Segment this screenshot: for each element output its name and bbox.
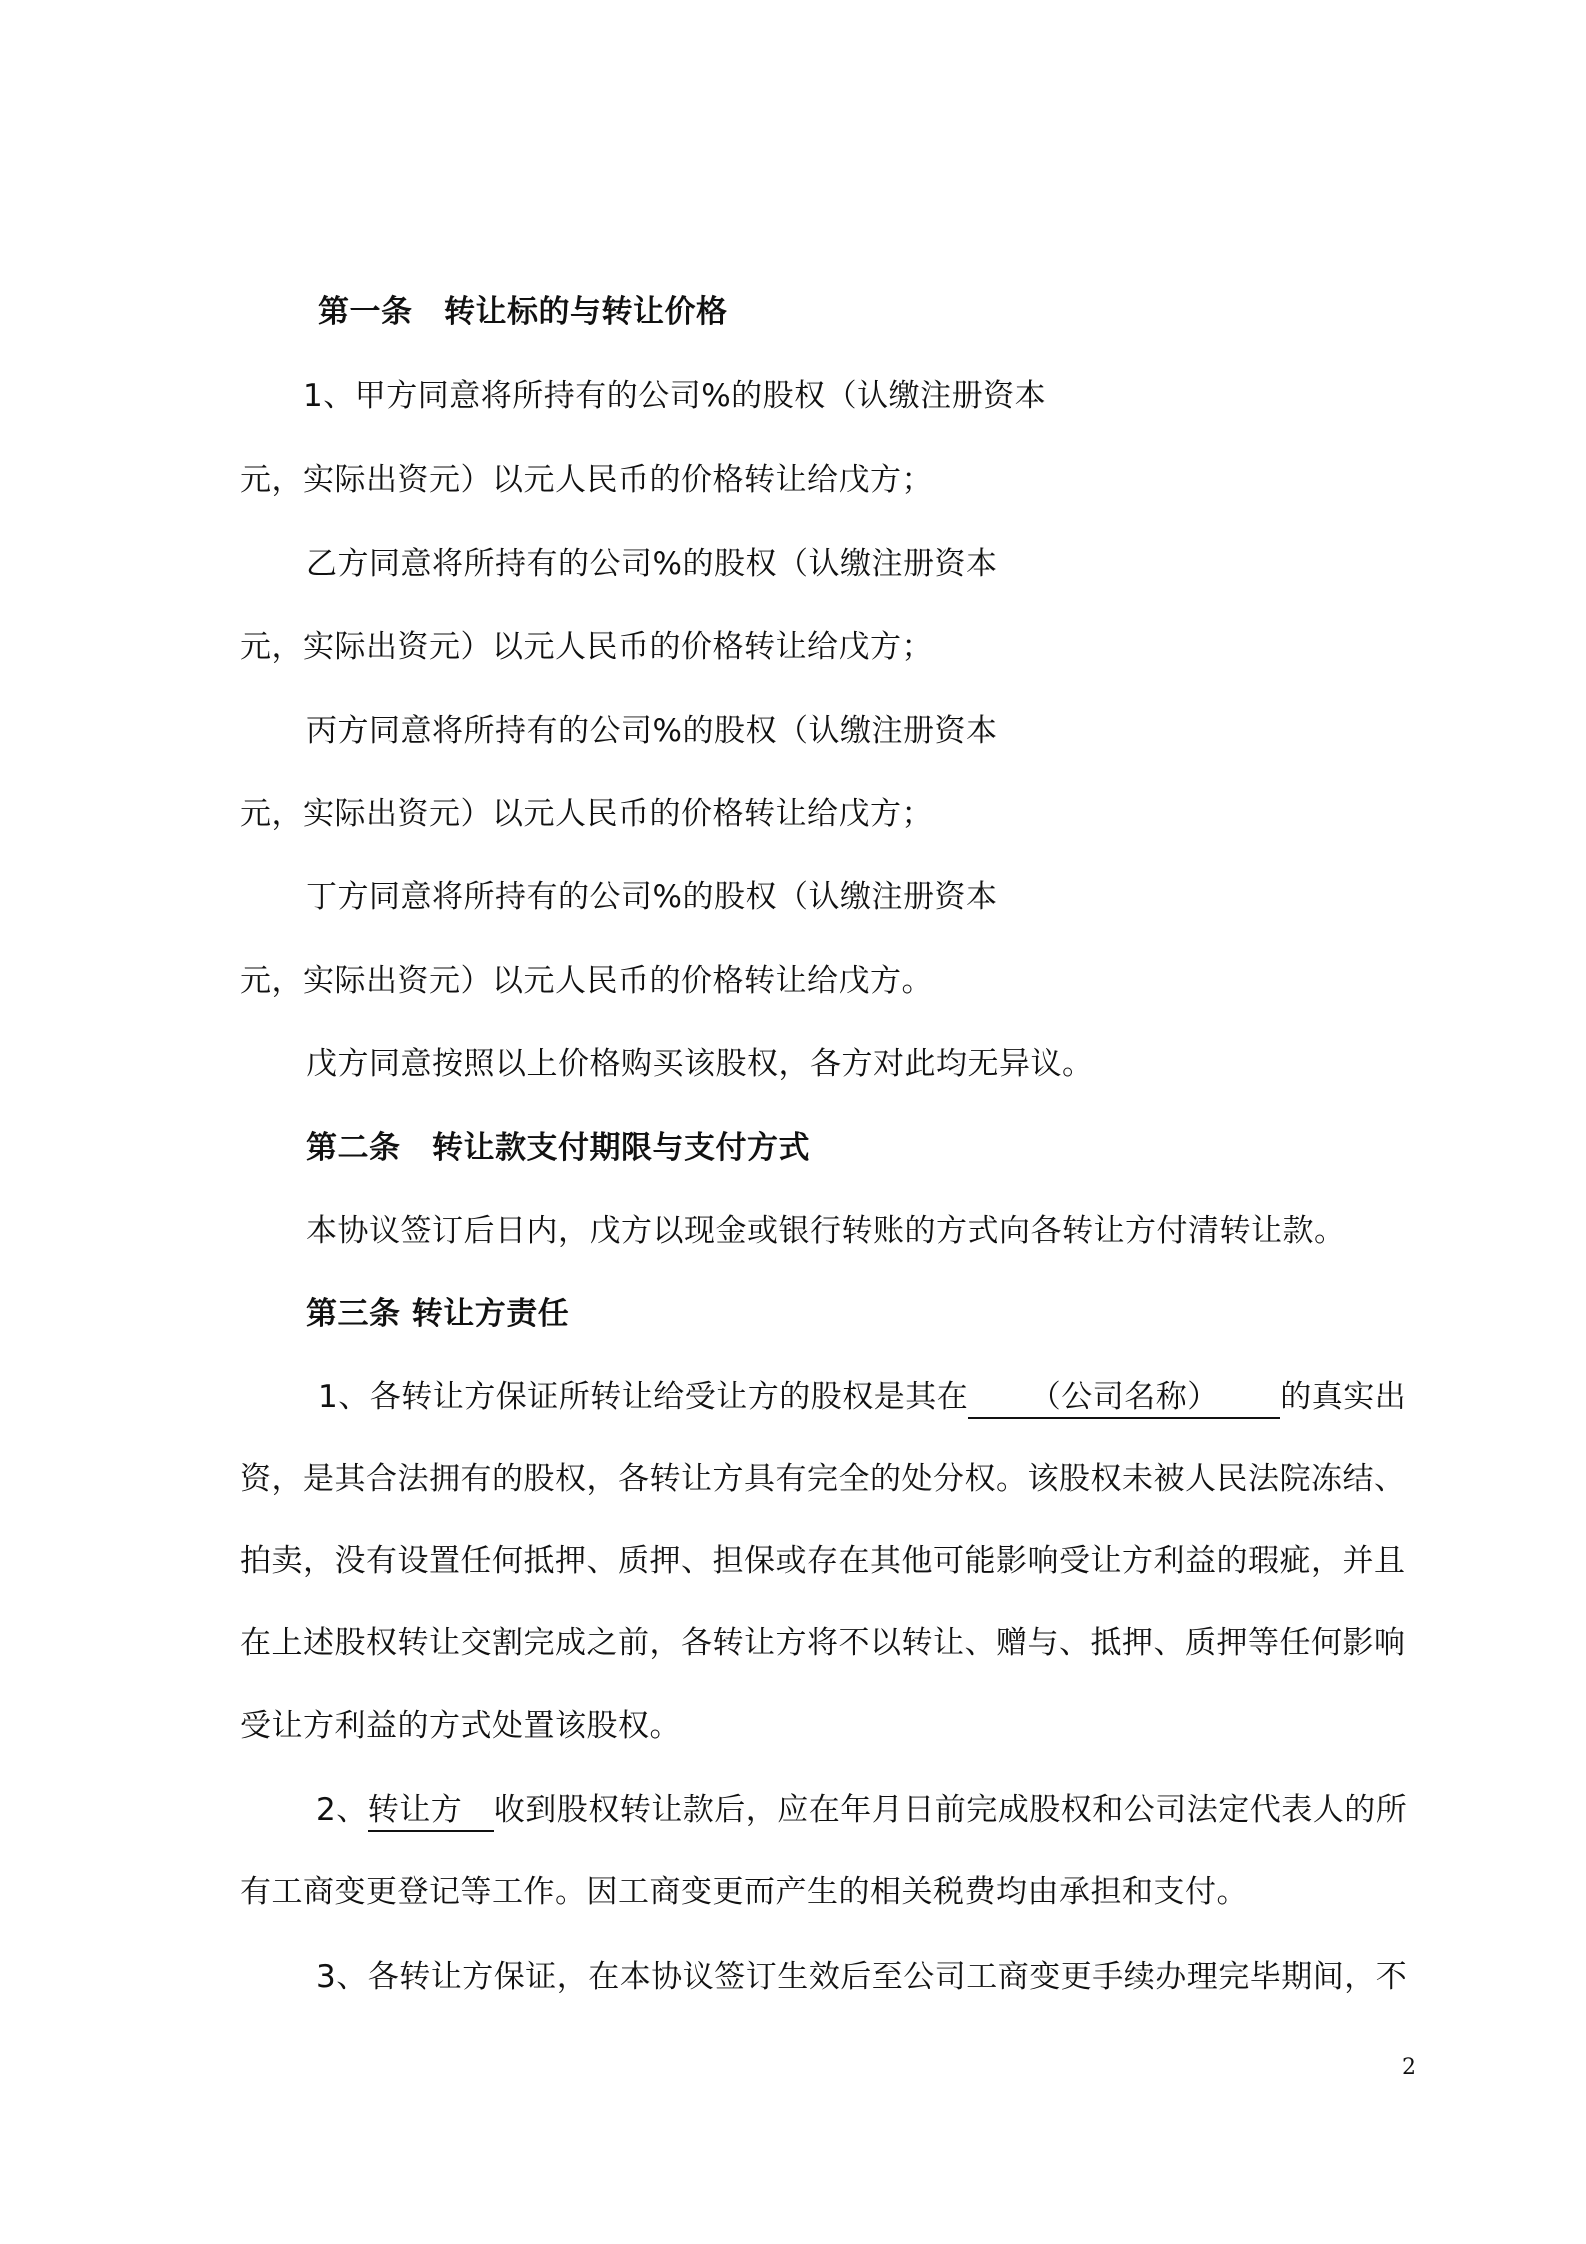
article3-clause1-line5: 受让方利益的方式处置该股权。 <box>240 1708 681 1744</box>
article3-clause1-line3: 拍卖，没有设置任何抵押、质押、担保或存在其他可能影响受让方利益的瑕疵，并且 <box>240 1543 1406 1579</box>
article3-heading: 第三条 转让方责任 <box>306 1296 570 1332</box>
article1-para5: 戊方同意按照以上价格购买该股权，各方对此均无异议。 <box>306 1046 1094 1082</box>
article1-para2-line1: 乙方同意将所持有的公司%的股权（认缴注册资本 <box>306 546 998 582</box>
clause2-text-after: 收到股权转让款后，应在年月日前完成股权和公司法定代表人的所 <box>493 1792 1408 1828</box>
article3-clause1-line1 <box>318 1377 1406 1419</box>
article1-heading: 第一条 转让标的与转让价格 <box>318 294 728 330</box>
article2-para1: 本协议签订后日内，戊方以现金或银行转账的方式向各转让方付清转让款。 <box>306 1213 1346 1249</box>
article1-para3-line1: 丙方同意将所持有的公司%的股权（认缴注册资本 <box>306 713 998 749</box>
article3-clause3-line1: 3、各转让方保证，在本协议签订生效后至公司工商变更手续办理完毕期间，不 <box>316 1959 1408 1995</box>
article1-para3-line2: 元，实际出资元）以元人民币的价格转让给戊方； <box>240 796 933 832</box>
article3-clause1-line2: 资，是其合法拥有的股权，各转让方具有完全的处分权。该股权未被人民法院冻结、 <box>240 1461 1406 1497</box>
article2-heading: 第二条 转让款支付期限与支付方式 <box>306 1130 810 1166</box>
article1-para1-line1: 1、甲方同意将所持有的公司%的股权（认缴注册资本 <box>303 378 1047 414</box>
page-number: 2 <box>1402 2055 1416 2080</box>
article1-para2-line2: 元，实际出资元）以元人民币的价格转让给戊方； <box>240 629 933 665</box>
clause1-text-after: 的真实出 <box>1280 1379 1407 1415</box>
transferor-blank: 转让方 <box>368 1790 494 1832</box>
article1-para4-line2: 元，实际出资元）以元人民币的价格转让给戊方。 <box>240 963 933 999</box>
article3-clause2-line2: 有工商变更登记等工作。因工商变更而产生的相关税费均由承担和支付。 <box>240 1874 1248 1910</box>
clause1-text-before: 1、各转让方保证所转让给受让方的股权是其在 <box>318 1379 969 1415</box>
clause2-number: 2、 <box>316 1792 368 1828</box>
company-name-blank: （公司名称） <box>968 1377 1280 1419</box>
article1-para4-line1: 丁方同意将所持有的公司%的股权（认缴注册资本 <box>306 879 998 915</box>
article1-para1-line2: 元，实际出资元）以元人民币的价格转让给戊方； <box>240 462 933 498</box>
article3-clause2-line1 <box>316 1790 1407 1832</box>
article3-clause1-line4: 在上述股权转让交割完成之前，各转让方将不以转让、赠与、抵押、质押等任何影响 <box>240 1625 1406 1661</box>
